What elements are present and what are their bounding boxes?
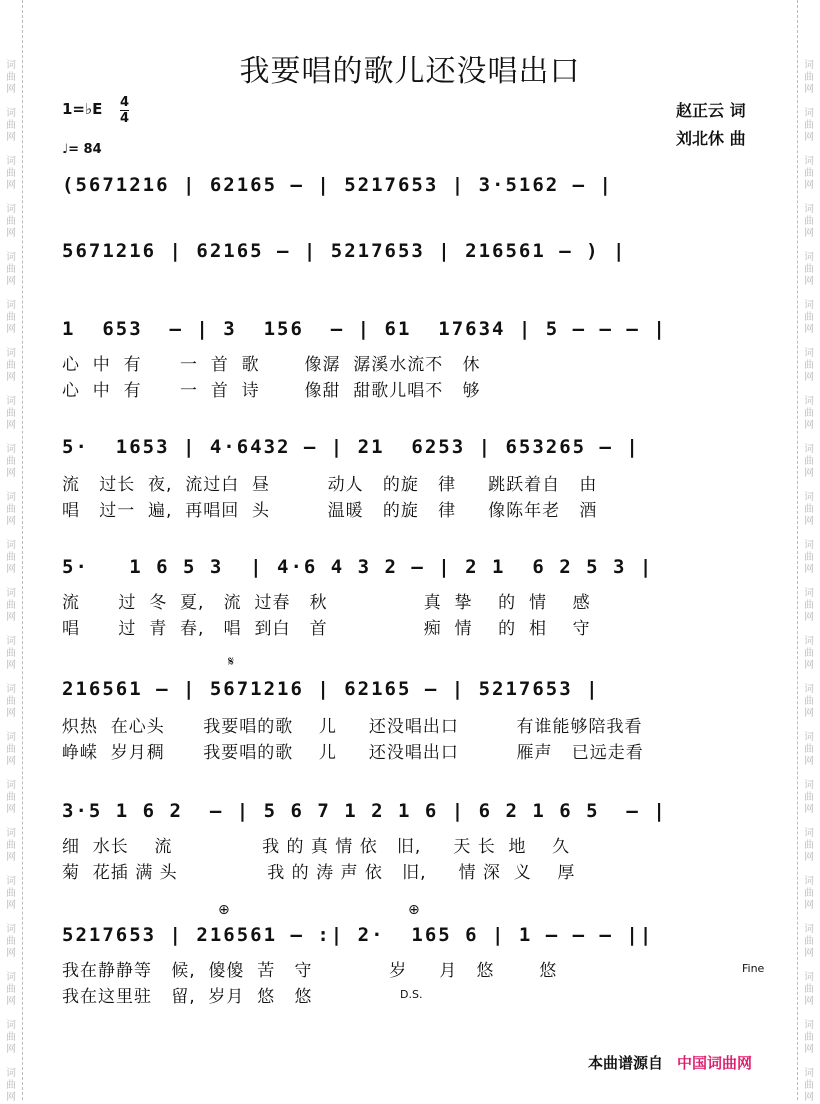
watermark-left-6: 词 曲 网 [6, 348, 16, 383]
song-title: 我要唱的歌儿还没唱出口 [239, 54, 581, 89]
watermark-right-20: 词 曲 网 [804, 1020, 814, 1055]
watermark-left-19: 词 曲 网 [6, 972, 16, 1007]
watermark-right-16: 词 曲 网 [804, 828, 814, 863]
left-watermark-strip [0, 0, 23, 1103]
watermark-right-4: 词 曲 网 [804, 252, 814, 287]
lyric-row-7-verse-1: 细 水长 流 我 的 真 情 依 旧, 天 长 地 久 [62, 837, 571, 857]
notation-row-2: 5671216 | 62165 — | 5217653 | 216561 — ) | [62, 240, 627, 262]
lyric-row-3-verse-1: 心 中 有 一 首 歌 像潺 潺溪水流不 休 [62, 355, 481, 375]
watermark-right-0: 词 曲 网 [804, 60, 814, 95]
notation-row-6: 216561 — | 5671216 | 62165 — | 5217653 | [62, 678, 600, 700]
watermark-right-17: 词 曲 网 [804, 876, 814, 911]
notation-row-4: 5· 1653 | 4·6432 — | 21 6253 | 653265 — | [62, 436, 640, 458]
watermark-right-2: 词 曲 网 [804, 156, 814, 191]
watermark-left-8: 词 曲 网 [6, 444, 16, 479]
watermark-left-11: 词 曲 网 [6, 588, 16, 623]
notation-row-1: (5671216 | 62165 — | 5217653 | 3·5162 — | [62, 174, 613, 196]
watermark-left-7: 词 曲 网 [6, 396, 16, 431]
watermark-right-19: 词 曲 网 [804, 972, 814, 1007]
watermark-left-10: 词 曲 网 [6, 540, 16, 575]
watermark-left-16: 词 曲 网 [6, 828, 16, 863]
watermark-left-0: 词 曲 网 [6, 60, 16, 95]
watermark-left-3: 词 曲 网 [6, 204, 16, 239]
watermark-right-1: 词 曲 网 [804, 108, 814, 143]
coda-mark-2: ⊕ [408, 902, 420, 918]
watermark-right-7: 词 曲 网 [804, 396, 814, 431]
watermark-right-10: 词 曲 网 [804, 540, 814, 575]
right-watermark-strip [797, 0, 820, 1103]
segno-mark: 𝄋 [228, 654, 235, 670]
notation-row-7: 3·5 1 6 2 — | 5 6 7 1 2 1 6 | 6 2 1 6 5 — | [62, 800, 667, 822]
watermark-left-20: 词 曲 网 [6, 1020, 16, 1055]
watermark-right-5: 词 曲 网 [804, 300, 814, 335]
watermark-left-15: 词 曲 网 [6, 780, 16, 815]
notation-row-5: 5· 1 6 5 3 | 4·6 4 3 2 — | 2 1 6 2 5 3 | [62, 556, 654, 578]
lyricist-credit: 赵正云 词 [676, 101, 746, 120]
watermark-right-9: 词 曲 网 [804, 492, 814, 527]
lyric-row-6-verse-2: 峥嵘 岁月稠 我要唱的歌 儿 还没唱出口 雁声 已远走看 [62, 743, 644, 763]
watermark-left-18: 词 曲 网 [6, 924, 16, 959]
watermark-left-12: 词 曲 网 [6, 636, 16, 671]
watermark-right-15: 词 曲 网 [804, 780, 814, 815]
coda-mark: ⊕ [218, 902, 230, 918]
watermark-left-9: 词 曲 网 [6, 492, 16, 527]
key-signature: 1=♭E [62, 100, 103, 118]
source-credit [588, 1052, 752, 1073]
watermark-left-2: 词 曲 网 [6, 156, 16, 191]
lyric-row-5-verse-2: 唱 过 青 春, 唱 到白 首 痴 情 的 相 守 [62, 619, 591, 639]
ds-mark: D.S. [400, 988, 423, 1001]
lyric-row-4-verse-2: 唱 过一 遍, 再唱回 头 温暖 的旋 律 像陈年老 酒 [62, 501, 598, 521]
watermark-left-21: 词 曲 网 [6, 1068, 16, 1103]
time-signature: 4 4 [120, 95, 130, 126]
lyric-row-3-verse-2: 心 中 有 一 首 诗 像甜 甜歌儿唱不 够 [62, 381, 481, 401]
watermark-right-12: 词 曲 网 [804, 636, 814, 671]
watermark-right-3: 词 曲 网 [804, 204, 814, 239]
lyric-row-8-verse-2: 我在这里驻 留, 岁月 悠 悠 [62, 987, 313, 1007]
lyric-row-4-verse-1: 流 过长 夜, 流过白 昼 动人 的旋 律 跳跃着自 由 [62, 475, 598, 495]
watermark-right-18: 词 曲 网 [804, 924, 814, 959]
watermark-left-17: 词 曲 网 [6, 876, 16, 911]
watermark-left-1: 词 曲 网 [6, 108, 16, 143]
fine-mark: Fine [742, 962, 765, 975]
notation-row-3: 1 653 — | 3 156 — | 61 17634 | 5 — — — | [62, 318, 667, 340]
watermark-left-5: 词 曲 网 [6, 300, 16, 335]
lyric-row-5-verse-1: 流 过 冬 夏, 流 过春 秋 真 挚 的 情 感 [62, 593, 591, 613]
watermark-left-13: 词 曲 网 [6, 684, 16, 719]
watermark-right-6: 词 曲 网 [804, 348, 814, 383]
watermark-left-4: 词 曲 网 [6, 252, 16, 287]
composer-credit: 刘北休 曲 [676, 129, 746, 148]
source-site: 中国词曲网 [677, 1054, 753, 1072]
watermark-right-14: 词 曲 网 [804, 732, 814, 767]
lyric-row-6-verse-1: 炽热 在心头 我要唱的歌 儿 还没唱出口 有谁能够陪我看 [62, 717, 643, 737]
watermark-left-14: 词 曲 网 [6, 732, 16, 767]
lyric-row-8-verse-1: 我在静静等 候, 傻傻 苦 守 岁 月 悠 悠 [62, 961, 558, 981]
watermark-right-13: 词 曲 网 [804, 684, 814, 719]
watermark-right-8: 词 曲 网 [804, 444, 814, 479]
notation-row-8: 5217653 | 216561 — :| 2· 165 6 | 1 — — — || [62, 924, 654, 946]
source-label: 本曲谱源自 [588, 1054, 664, 1072]
lyric-row-7-verse-2: 菊 花插 满 头 我 的 涛 声 依 旧, 情 深 义 厚 [62, 863, 576, 883]
tempo-marking: ♩= 84 [62, 142, 102, 157]
watermark-right-21: 词 曲 网 [804, 1068, 814, 1103]
watermark-right-11: 词 曲 网 [804, 588, 814, 623]
